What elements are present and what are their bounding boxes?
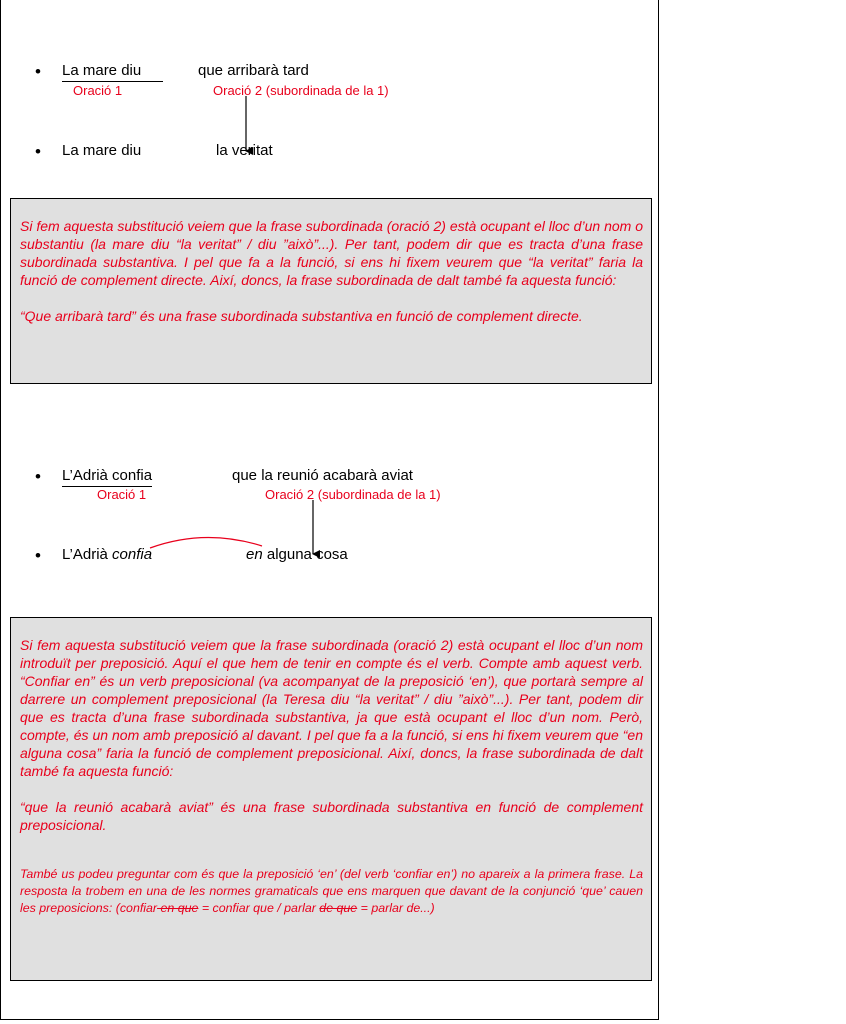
example2-line2 — [62, 546, 152, 564]
bullet-dot: • — [35, 62, 41, 81]
example2-prep-phrase — [246, 546, 348, 564]
explanation-box-1 — [10, 198, 652, 384]
example2-label-oracio2: Oració 2 (subordinada de la 1) — [265, 487, 441, 502]
box2-paragraph-1: Si fem aquesta substitució veiem que la frase subordinada (oració 2) està ocupant el lloc d’un nom introduït per preposició. Aquí el que hem de tenir en compte és el verb. Compte amb aquest verb. “Confiar en” és un verb preposicional (va acompanyat de la preposició ‘en’), que portarà sempre al darrere un complement preposicional (la Teresa diu “la veritat” / diu ”això”...). Per tant, podem dir que es tracta d’una frase subordinada substantiva, ja que està ocupant el lloc d’un nom. Però, compte, és un nom amb preposició al davant. I pel que fa a la funció, si ens hi fixem veurem que “en alguna cosa” faria la funció de complement preposicional. Així, doncs, la frase subordinada de dalt també fa aquesta funció: — [20, 637, 643, 779]
example2-clause: que la reunió acabarà aviat — [232, 467, 413, 484]
note-strike-1: en que — [157, 901, 199, 915]
bullet-dot: • — [35, 546, 41, 565]
box2-paragraph-2: “que la reunió acabarà aviat” és una frase subordinada substantiva en funció de complement preposicional. — [20, 799, 643, 833]
example1-subject-2: La mare diu — [62, 142, 142, 159]
example1-replacement: la veritat — [216, 142, 273, 159]
example2-verb: confia — [112, 546, 153, 563]
example1-label-oracio1: Oració 1 — [73, 83, 123, 98]
example2-subject: L’Adrià confia — [62, 467, 152, 487]
note-strike-2: de que — [319, 901, 358, 915]
example1-subject: La mare diu — [62, 62, 163, 82]
example2-label-oracio1: Oració 1 — [97, 487, 147, 502]
note-text-1: També us podeu preguntar com és que la preposició ‘en’ (del verb ‘confiar en’) no apareix a la primera frase. La resposta la trobem en una de les normes gramaticals que ens marquen que davant de la conjunció ‘que’ cauen les preposicions: (confiar — [20, 867, 643, 915]
note-text-2: = confiar que / parlar — [198, 901, 320, 915]
box1-paragraph-1: Si fem aquesta substitució veiem que la frase subordinada (oració 2) està ocupant el lloc d’un nom o substantiu (la mare diu “la veritat” / diu ”això”...). Per tant, podem dir que es tracta d’una frase subordinada substantiva. I pel que fa a la funció, si ens hi fixem veurem que “la veritat” faria la funció de complement directe. Així, doncs, la frase subordinada de dalt també fa aquesta funció: — [20, 218, 643, 288]
box2-note — [20, 866, 643, 917]
example2-subject-2: L’Adrià — [62, 546, 113, 563]
example1-label-oracio2: Oració 2 (subordinada de la 1) — [213, 83, 389, 98]
example2-rest: alguna cosa — [262, 546, 348, 563]
box1-paragraph-2: “Que arribarà tard” és una frase subordinada substantiva en funció de complement directe. — [20, 308, 583, 324]
note-text-3: = parlar de...) — [357, 901, 435, 915]
bullet-dot: • — [35, 467, 41, 486]
example2-preposition: en — [246, 546, 263, 563]
example1-clause: que arribarà tard — [198, 62, 309, 79]
bullet-dot: • — [35, 142, 41, 161]
explanation-box-2 — [10, 617, 652, 981]
